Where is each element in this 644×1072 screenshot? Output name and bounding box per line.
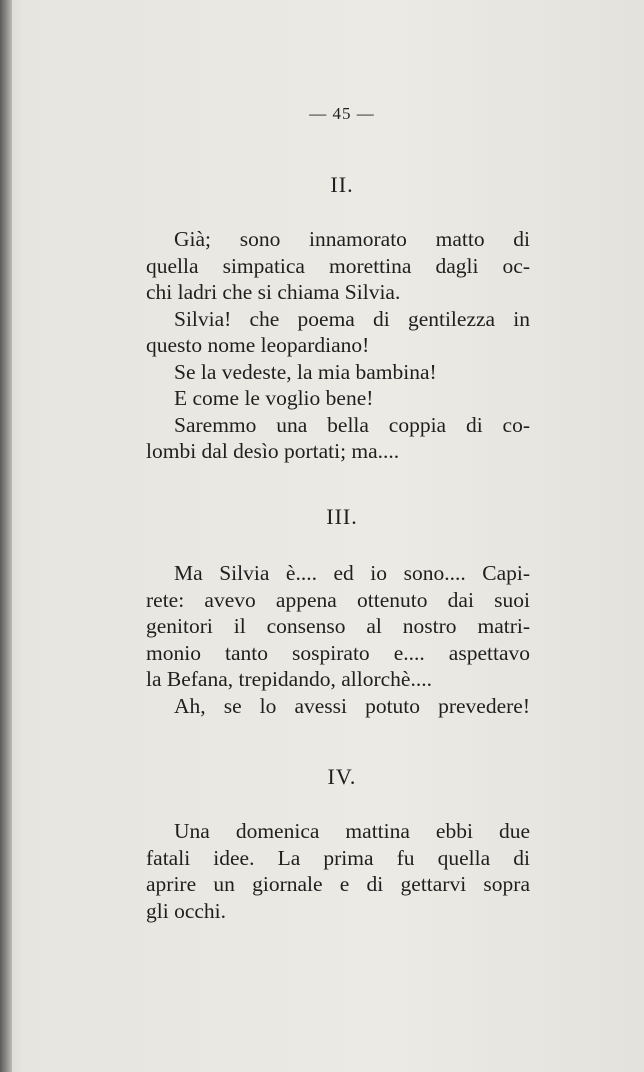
text-line: E come le voglio bene! [174,386,374,410]
text-line: gli occhi. [146,898,227,923]
text-line: rete: avevo appena ottenuto dai suoi [146,587,530,612]
text-line: chi ladri che si chiama Silvia. [146,280,401,304]
text-line: Ma Silvia è.... ed io sono.... Capi- [174,561,530,585]
text-line: Già; sono innamorato matto di [174,227,530,251]
text-line: Se la vedeste, la mia bambina! [174,359,437,384]
text-line: Saremmo una bella coppia di co- [174,412,530,437]
text-line: monio tanto sospirato e.... aspettavo [146,640,530,665]
text-line: lombi dal desìo portati; ma.... [146,439,400,463]
section-heading-2: II. [330,172,354,197]
section-4-text [146,818,530,924]
text-line: Ah, se lo avessi potuto prevedere! [174,693,530,718]
text-line: questo nome leopardiano! [146,333,370,357]
text-line: fatali idee. La prima fu quella di [146,845,530,870]
section-2-text [146,226,530,465]
section-3-text [146,560,530,719]
text-line: la Befana, trepidando, allorchè.... [146,667,432,691]
page-binding-edge [0,0,12,1072]
page-number: — 45 — [309,104,375,123]
text-line: Una domenica mattina ebbi due [174,819,530,843]
text-line: quella simpatica morettina dagli oc- [146,253,530,278]
text-line: Silvia! che poema di gentilezza in [174,306,530,331]
section-heading-4: IV. [327,764,357,789]
text-line: aprire un giornale e di gettarvi sopra [146,872,530,896]
section-heading-3: III. [326,504,358,529]
text-line: genitori il consenso al nostro matri- [146,614,530,638]
